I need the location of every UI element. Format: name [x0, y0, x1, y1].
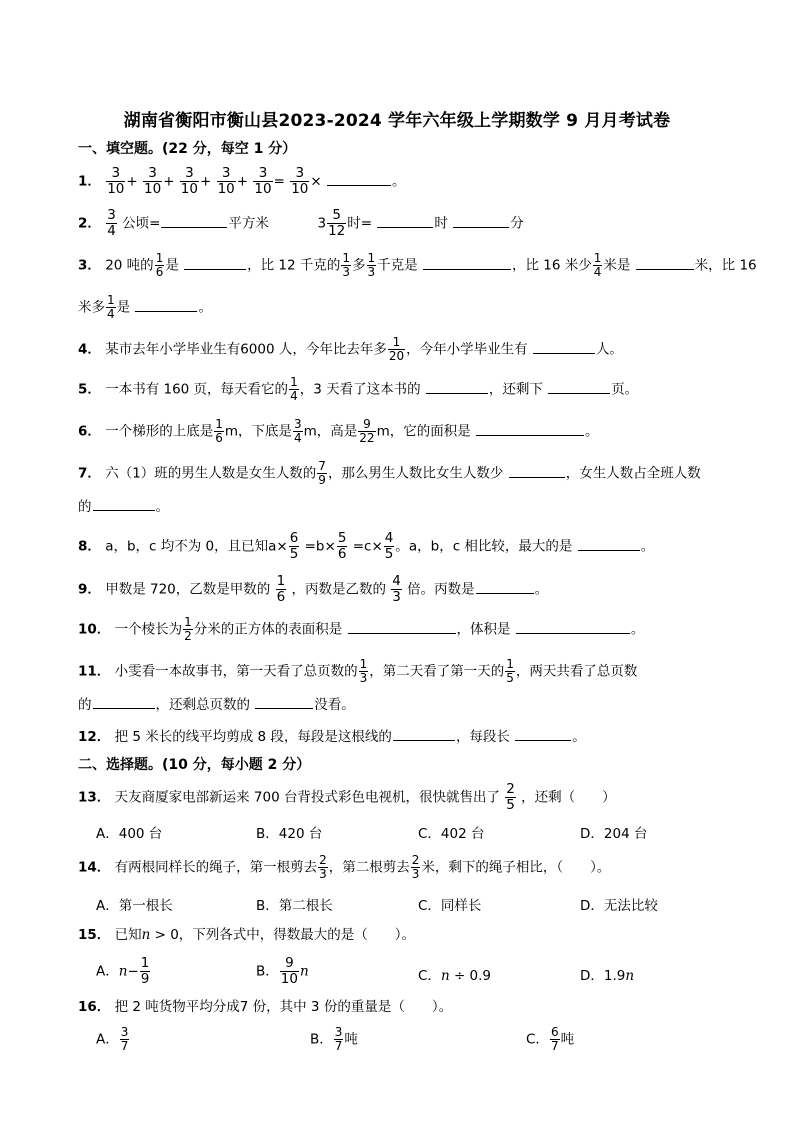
- fraction: $\frac{1}{6}$: [276, 573, 286, 605]
- question-13: 13． 天友商厦家电部新运来 700 台背投式彩色电视机，很快就售出了 $\frac{2}{5}$ ，还剩（ ）: [78, 781, 616, 813]
- fraction: $\frac{1}{3}$: [367, 251, 376, 279]
- answer-blank[interactable]: [548, 379, 610, 394]
- section-fill-heading: 一、填空题。(22 分，每空 1 分）: [78, 141, 297, 157]
- fraction: $\frac{1}{2}$: [184, 615, 192, 643]
- q16-option-c[interactable]: C． $\frac{6}{7}$ 吨: [526, 1025, 575, 1053]
- fraction: $\frac{3}{10}$: [180, 165, 198, 197]
- fraction: $\frac{5}{6}$: [337, 530, 347, 562]
- answer-blank[interactable]: [509, 463, 565, 478]
- q14-option-d[interactable]: D．无法比较: [580, 898, 658, 914]
- fraction: $\frac{1}{4}$: [107, 293, 115, 321]
- question-16: 16． 把 2 吨货物平均分成7 份，其中 3 份的重量是（ ）。: [78, 999, 453, 1015]
- fraction: $\frac{1}{3}$: [342, 251, 351, 279]
- question-15: 15． 已知n > 0，下列各式中，得数最大的是（ ）。: [78, 927, 416, 943]
- answer-blank[interactable]: [516, 619, 630, 634]
- fraction: $\frac{2}{3}$: [411, 853, 420, 881]
- question-11-cont: 的 ，还剩总页数的 没看。: [78, 694, 355, 716]
- answer-blank[interactable]: [377, 213, 433, 228]
- exam-title: 湖南省衡阳市衡山县2023-2024 学年六年级上学期数学 9 月月考试卷: [123, 111, 671, 131]
- question-7: 7． 六（1）班的男生人数是女生人数的 $\frac{7}{9}$ ，那么男生人数比女生人数少 ，女生人数占全班人数: [78, 459, 701, 487]
- answer-blank[interactable]: [476, 579, 534, 594]
- answer-blank[interactable]: [93, 694, 155, 709]
- q13-option-b[interactable]: B．420 台: [256, 826, 323, 842]
- q16-option-b[interactable]: B． $\frac{3}{7}$ 吨: [310, 1025, 358, 1053]
- fraction: $\frac{9}{10}$: [280, 955, 298, 987]
- fraction: $\frac{3}{10}$: [217, 165, 235, 197]
- question-2: 2． $\frac{3}{4}$ 公顷= 平方米 3 $\frac{5}{12}$ 时= 时 分: [78, 207, 524, 239]
- question-11: 11． 小雯看一本故事书，第一天看了总页数的 $\frac{1}{3}$ ，第二天看了第一天的 $\frac{1}{5}$ ，两天共看了总页数: [78, 657, 638, 685]
- fraction: $\frac{6}{5}$: [289, 530, 299, 562]
- question-3: 3． 20 吨的 $\frac{1}{6}$ 是 ，比 12 千克的 $\frac{1}{3}$ 多 $\frac{1}{3}$ 千克是 ，比 16 米少 $\frac{1}{4}$ 米是 米，比 16: [78, 251, 757, 279]
- answer-blank[interactable]: [423, 255, 511, 270]
- answer-blank[interactable]: [426, 379, 488, 394]
- fraction: $\frac{2}{3}$: [319, 853, 327, 881]
- answer-blank[interactable]: [135, 297, 197, 312]
- fraction: $\frac{9}{22}$: [359, 417, 375, 445]
- answer-blank[interactable]: [578, 536, 640, 551]
- question-6: 6． 一个梯形的上底是 $\frac{1}{6}$ m，下底是 $\frac{3}{4}$ m，高是 $\frac{9}{22}$ m，它的面积是 。: [78, 417, 599, 445]
- question-3-cont: 米多 $\frac{1}{4}$ 是 。: [78, 293, 212, 321]
- q15-option-d[interactable]: D．1.9n: [580, 968, 635, 984]
- q15-option-a[interactable]: A．n− $\frac{1}{9}$: [96, 955, 150, 987]
- question-8: 8． a，b，c 均不为 0，且已知a× $\frac{6}{5}$ =b× $\frac{5}{6}$ =c× $\frac{4}{5}$ 。a，b，c 相比较，最大的是 。: [78, 530, 655, 562]
- fraction: $\frac{3}{4}$: [294, 417, 302, 445]
- fraction: $\frac{3}{10}$: [254, 165, 272, 197]
- q15-option-b[interactable]: B． $\frac{9}{10}$ n: [256, 955, 309, 987]
- fraction: $\frac{1}{6}$: [155, 251, 164, 279]
- fraction: $\frac{4}{5}$: [384, 530, 394, 562]
- q13-option-a[interactable]: A．400 台: [96, 826, 163, 842]
- answer-blank[interactable]: [327, 171, 391, 186]
- fraction: $\frac{1}{5}$: [506, 657, 514, 685]
- answer-blank[interactable]: [161, 213, 227, 228]
- fraction: $\frac{1}{6}$: [215, 417, 223, 445]
- fraction: $\frac{3}{7}$: [120, 1025, 129, 1053]
- fraction: $\frac{3}{10}$: [144, 165, 162, 197]
- answer-blank[interactable]: [348, 619, 456, 634]
- q13-option-d[interactable]: D．204 台: [580, 826, 648, 842]
- answer-blank[interactable]: [476, 421, 584, 436]
- answer-blank[interactable]: [533, 339, 595, 354]
- fraction: $\frac{1}{9}$: [140, 955, 150, 987]
- fraction: $\frac{3}{7}$: [334, 1025, 343, 1053]
- question-7-cont: 的 。: [78, 496, 169, 518]
- section-choice-heading: 二、选择题。(10 分，每小题 2 分）: [78, 757, 311, 773]
- fraction: $\frac{2}{5}$: [506, 781, 515, 813]
- answer-blank[interactable]: [184, 255, 246, 270]
- q14-option-c[interactable]: C．同样长: [418, 898, 482, 914]
- question-4: 4． 某市去年小学毕业生有6000 人，今年比去年多 $\frac{1}{20}$ ，今年小学毕业生有 人。: [78, 335, 623, 363]
- question-12: 12． 把 5 米长的线平均剪成 8 段，每段是这根线的 ，每段长 。: [78, 726, 586, 748]
- fraction: $\frac{3}{10}$: [107, 165, 125, 197]
- answer-blank[interactable]: [255, 694, 313, 709]
- fraction: $\frac{5}{12}$: [328, 207, 346, 239]
- q14-option-b[interactable]: B．第二根长: [256, 898, 333, 914]
- q16-option-a[interactable]: A． $\frac{3}{7}$: [96, 1025, 129, 1053]
- fraction: $\frac{1}{4}$: [290, 375, 298, 403]
- question-5: 5． 一本书有 160 页，每天看它的 $\frac{1}{4}$ ，3 天看了这本书的 ，还剩下 页。: [78, 375, 639, 403]
- fraction: $\frac{1}{20}$: [388, 335, 405, 363]
- question-9: 9． 甲数是 720，乙数是甲数的 $\frac{1}{6}$ ，丙数是乙数的 $\frac{4}{3}$ 倍。丙数是 。: [78, 573, 549, 605]
- answer-blank[interactable]: [393, 726, 455, 741]
- fraction: $\frac{4}{3}$: [392, 573, 401, 605]
- fraction: $\frac{3}{4}$: [107, 207, 116, 239]
- fraction: $\frac{3}{10}$: [291, 165, 309, 197]
- fraction: $\frac{7}{9}$: [318, 459, 326, 487]
- q14-option-a[interactable]: A．第一根长: [96, 898, 173, 914]
- fraction: $\frac{1}{4}$: [593, 251, 602, 279]
- fraction: $\frac{1}{3}$: [359, 657, 368, 685]
- question-1: 1． $\frac{3}{10}$ + $\frac{3}{10}$ + $\frac{3}{10}$ + $\frac{3}{10}$ + $\frac{3}{10}$ = $\frac{3}{10}$ × 。: [78, 165, 406, 197]
- answer-blank[interactable]: [515, 726, 571, 741]
- question-14: 14． 有两根同样长的绳子，第一根剪去 $\frac{2}{3}$ ，第二根剪去 $\frac{2}{3}$ 米，剩下的绳子相比，（ ）。: [78, 853, 611, 881]
- answer-blank[interactable]: [93, 496, 155, 511]
- answer-blank[interactable]: [636, 255, 694, 270]
- fraction: $\frac{6}{7}$: [550, 1025, 559, 1053]
- q15-option-c[interactable]: C．n ÷ 0.9: [418, 968, 492, 984]
- q13-option-c[interactable]: C．402 台: [418, 826, 485, 842]
- answer-blank[interactable]: [453, 213, 509, 228]
- question-10: 10． 一个棱长为 $\frac{1}{2}$ 分米的正方体的表面积是 ，体积是 。: [78, 615, 645, 643]
